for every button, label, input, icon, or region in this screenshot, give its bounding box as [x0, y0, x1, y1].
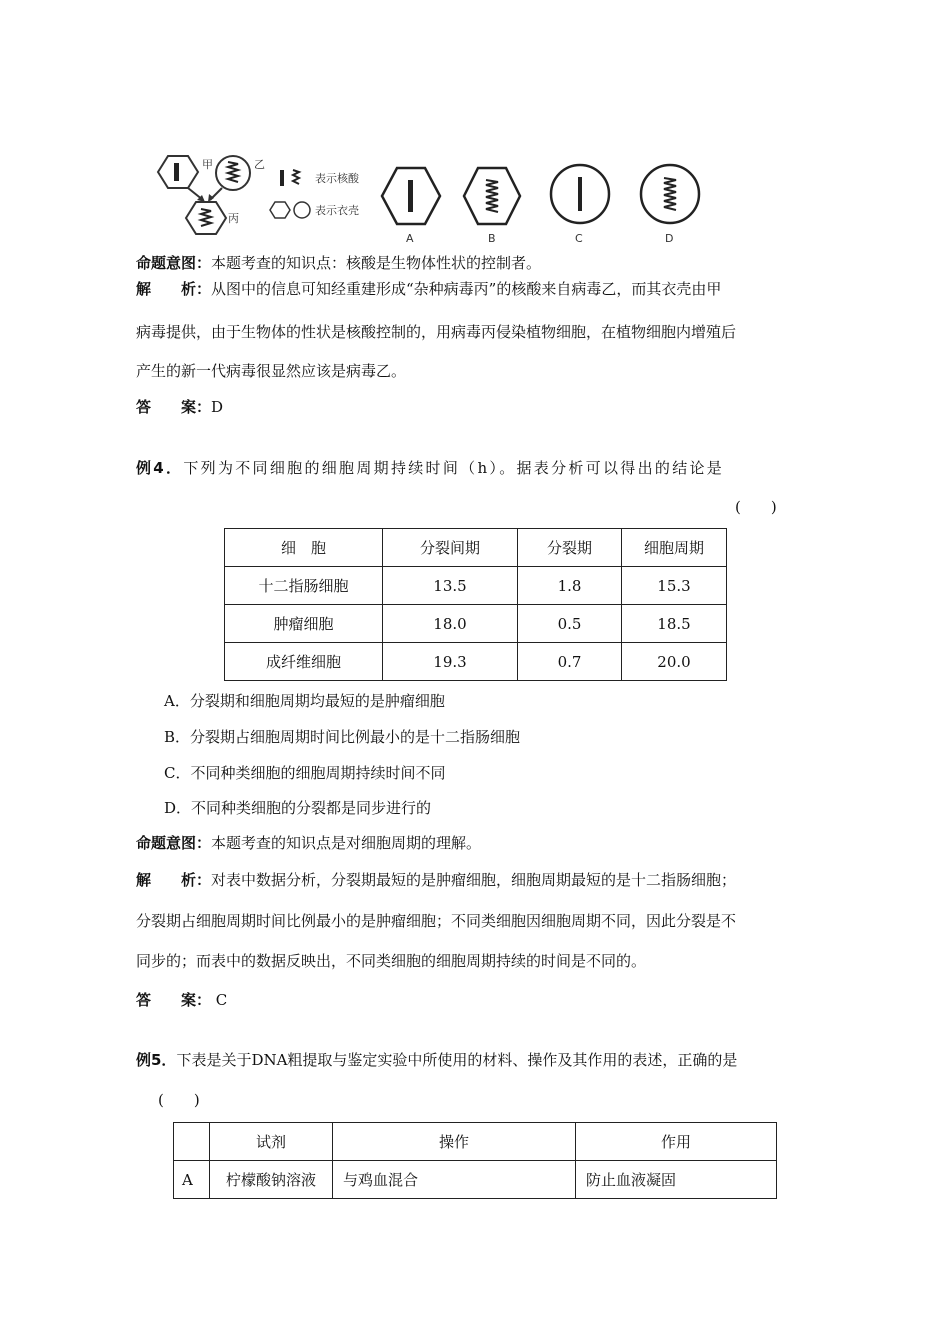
q3-answer	[136, 396, 223, 417]
q4-intent-label: 命题意图：	[136, 834, 212, 852]
legend-circle-icon	[294, 202, 310, 218]
q4-answer-value: C	[215, 991, 228, 1009]
option-b-label: B	[488, 232, 496, 245]
table-header-cell: 分裂期	[518, 529, 622, 567]
q4-answer	[136, 989, 227, 1010]
option-a-label: A	[406, 232, 414, 245]
q4-bracket: ( )	[735, 498, 777, 516]
q3-analysis-label: 解 析：	[136, 280, 212, 298]
q5-stem-line	[136, 1049, 737, 1070]
table-cell: 1.8	[518, 567, 622, 605]
legend-zigzag-icon	[293, 170, 299, 184]
q4-analysis-line1: 对表中数据分析，分裂期最短的是肿瘤细胞，细胞周期最短的是十二指肠细胞；	[211, 871, 737, 889]
q4-option-b: B．分裂期占细胞周期时间比例最小的是十二指肠细胞	[164, 728, 521, 746]
table-cell: 与鸡血混合	[333, 1161, 576, 1199]
q4-stem: 下列为不同细胞的细胞周期持续时间（h）。据表分析可以得出的结论是	[183, 459, 725, 477]
table-cell: 20.0	[622, 643, 727, 681]
option-a-straight-icon	[408, 180, 413, 212]
q3-intent	[136, 252, 541, 273]
legend-shell-label: 表示衣壳	[315, 204, 359, 217]
q4-label: 例4．	[136, 459, 184, 477]
legend-bing: 丙	[228, 212, 239, 225]
q3-answer-label: 答 案：	[136, 398, 212, 416]
virus-yi-circle	[216, 156, 250, 190]
option-c-label: C	[575, 232, 583, 245]
table-cell: 肿瘤细胞	[225, 605, 383, 643]
legend-straight-icon	[280, 170, 284, 186]
q4-analysis-label: 解 析：	[136, 871, 212, 889]
option-d-zigzag-icon	[664, 178, 676, 210]
q5-bracket: ( )	[158, 1091, 200, 1109]
table-cell: 13.5	[383, 567, 518, 605]
table-row	[225, 567, 727, 605]
q5-stem: 下表是关于DNA粗提取与鉴定实验中所使用的材料、操作及其作用的表述，正确的是	[176, 1051, 738, 1069]
q3-intent-label: 命题意图：	[136, 254, 212, 272]
q4-intent	[136, 832, 481, 853]
q3-intent-text: 本题考查的知识点：核酸是生物体性状的控制者。	[211, 254, 542, 272]
q4-answer-label: 答 案：	[136, 991, 212, 1009]
legend-yi: 乙	[254, 158, 265, 171]
q3-answer-value: D	[211, 398, 224, 416]
q5-label: 例5．	[136, 1051, 177, 1069]
table-header-cell: 细胞周期	[622, 529, 727, 567]
q4-analysis-line3: 同步的；而表中的数据反映出，不同类细胞的细胞周期持续的时间是不同的。	[136, 952, 647, 970]
table-cell: 19.3	[383, 643, 518, 681]
virus-figure	[150, 150, 730, 250]
option-c-straight-icon	[578, 177, 582, 211]
q4-analysis-line2: 分裂期占细胞周期时间比例最小的是肿瘤细胞；不同类细胞因细胞周期不同，因此分裂是不	[136, 912, 737, 930]
q4-analysis	[136, 869, 736, 890]
q5-dna-table	[173, 1122, 777, 1199]
q4-option-d: D．不同种类细胞的分裂都是同步进行的	[164, 799, 432, 817]
table-cell: 柠檬酸钠溶液	[210, 1161, 333, 1199]
table-cell: A	[174, 1161, 210, 1199]
table-cell: 18.5	[622, 605, 727, 643]
q3-analysis-line1: 从图中的信息可知经重建形成“杂种病毒丙”的核酸来自病毒乙，而其衣壳由甲	[211, 280, 722, 298]
table-header-cell: 分裂间期	[383, 529, 518, 567]
table-cell: 15.3	[622, 567, 727, 605]
q3-analysis	[136, 278, 721, 299]
arrow-icon	[208, 194, 214, 202]
nucleic-straight-icon	[174, 163, 179, 181]
q4-option-a: A．分裂期和细胞周期均最短的是肿瘤细胞	[164, 692, 445, 710]
virus-diagram	[150, 150, 730, 250]
table-header-cell: 细 胞	[225, 529, 383, 567]
table-cell: 0.7	[518, 643, 622, 681]
q3-analysis-line3: 产生的新一代病毒很显然应该是病毒乙。	[136, 362, 407, 380]
table-cell: 成纤维细胞	[225, 643, 383, 681]
table-header-row	[174, 1123, 777, 1161]
q3-analysis-line2: 病毒提供，由于生物体的性状是核酸控制的，用病毒丙侵染植物细胞，在植物细胞内增殖后	[136, 323, 737, 341]
legend-jia: 甲	[202, 158, 213, 171]
table-cell: 防止血液凝固	[576, 1161, 777, 1199]
table-cell: 十二指肠细胞	[225, 567, 383, 605]
legend-nucleic-label: 表示核酸	[315, 172, 359, 185]
nucleic-zigzag-icon	[201, 209, 211, 226]
option-d-label: D	[665, 232, 674, 245]
q4-stem-line	[136, 457, 724, 478]
table-row	[225, 605, 727, 643]
q4-option-c: C．不同种类细胞的细胞周期持续时间不同	[164, 764, 446, 782]
table-cell: 0.5	[518, 605, 622, 643]
table-row	[225, 643, 727, 681]
table-header-cell: 作用	[576, 1123, 777, 1161]
table-cell: 18.0	[383, 605, 518, 643]
option-b-zigzag-icon	[486, 180, 498, 212]
table-header-row	[225, 529, 727, 567]
nucleic-zigzag-icon	[228, 162, 238, 182]
table-header-cell	[174, 1123, 210, 1161]
q4-intent-text: 本题考查的知识点是对细胞周期的理解。	[211, 834, 482, 852]
table-header-cell: 操作	[333, 1123, 576, 1161]
table-row	[174, 1161, 777, 1199]
table-header-cell: 试剂	[210, 1123, 333, 1161]
legend-hexagon-icon	[270, 202, 290, 218]
q4-cell-cycle-table	[224, 528, 727, 681]
